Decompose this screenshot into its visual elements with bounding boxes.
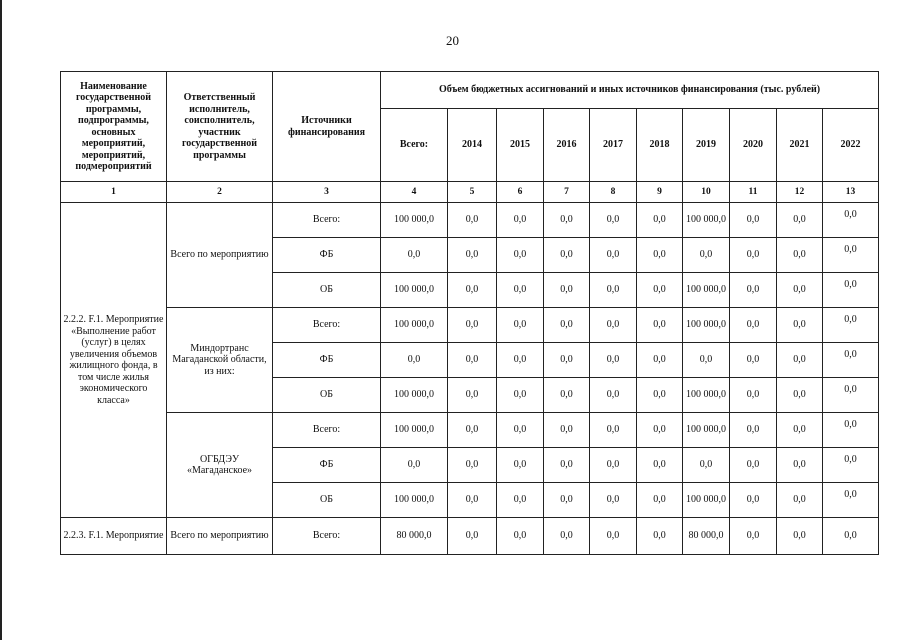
value-2018: 0,0 — [637, 448, 683, 483]
funding-source: Всего: — [273, 203, 381, 238]
value-2018: 0,0 — [637, 308, 683, 343]
header-year: 2018 — [637, 109, 683, 182]
header-year: 2020 — [730, 109, 777, 182]
funding-source: Всего: — [273, 518, 381, 555]
table-body — [61, 203, 879, 555]
value-total: 100 000,0 — [381, 378, 448, 413]
value-2018: 0,0 — [637, 483, 683, 518]
value-2021: 0,0 — [777, 343, 823, 378]
value-2022 — [823, 203, 879, 238]
value-2017: 0,0 — [590, 448, 637, 483]
table-row — [61, 413, 879, 448]
value-2021: 0,0 — [777, 308, 823, 343]
value-2015: 0,0 — [497, 378, 544, 413]
value-2022 — [823, 343, 879, 378]
value-total: 80 000,0 — [381, 518, 448, 555]
value-2014: 0,0 — [448, 343, 497, 378]
column-number: 11 — [730, 182, 777, 203]
header-year: 2015 — [497, 109, 544, 182]
budget-table — [60, 71, 879, 555]
table-row — [61, 308, 879, 343]
header-sources: Источники финансирования — [273, 72, 381, 182]
value-2014: 0,0 — [448, 448, 497, 483]
column-number: 9 — [637, 182, 683, 203]
value-2020: 0,0 — [730, 483, 777, 518]
funding-source: Всего: — [273, 413, 381, 448]
table-row — [61, 518, 879, 555]
value-2014: 0,0 — [448, 413, 497, 448]
value-2014: 0,0 — [448, 203, 497, 238]
header-total: Всего: — [381, 109, 448, 182]
value-2014: 0,0 — [448, 308, 497, 343]
value-2015: 0,0 — [497, 343, 544, 378]
value-2016: 0,0 — [544, 273, 590, 308]
page-number: 20 — [446, 33, 459, 48]
value-2019: 100 000,0 — [683, 308, 730, 343]
value-2017: 0,0 — [590, 413, 637, 448]
value-2019: 100 000,0 — [683, 378, 730, 413]
value-2022 — [823, 238, 879, 273]
value-2020: 0,0 — [730, 448, 777, 483]
value-2018: 0,0 — [637, 238, 683, 273]
value-2019: 100 000,0 — [683, 483, 730, 518]
value-2019: 0,0 — [683, 343, 730, 378]
value-total: 100 000,0 — [381, 203, 448, 238]
value-2021: 0,0 — [777, 448, 823, 483]
responsible-executor: Всего по мероприятию — [167, 518, 273, 555]
value-2016: 0,0 — [544, 308, 590, 343]
value-2020: 0,0 — [730, 238, 777, 273]
column-number: 12 — [777, 182, 823, 203]
value-2022-text: 0,0 — [844, 349, 857, 361]
value-2015: 0,0 — [497, 518, 544, 555]
value-2021: 0,0 — [777, 238, 823, 273]
responsible-executor: ОГБДЭУ «Магаданское» — [167, 413, 273, 518]
value-2016: 0,0 — [544, 238, 590, 273]
column-number: 4 — [381, 182, 448, 203]
value-2015: 0,0 — [497, 483, 544, 518]
value-2016: 0,0 — [544, 518, 590, 555]
value-2022 — [823, 413, 879, 448]
value-2022 — [823, 273, 879, 308]
value-2022 — [823, 448, 879, 483]
header-year: 2014 — [448, 109, 497, 182]
value-2021: 0,0 — [777, 203, 823, 238]
value-2022 — [823, 378, 879, 413]
value-2022-text: 0,0 — [844, 314, 857, 326]
value-2019: 0,0 — [683, 448, 730, 483]
header-year: 2016 — [544, 109, 590, 182]
value-2022-text: 0,0 — [844, 489, 857, 501]
column-number: 2 — [167, 182, 273, 203]
value-2022 — [823, 308, 879, 343]
value-2022 — [823, 483, 879, 518]
column-number: 10 — [683, 182, 730, 203]
value-2018: 0,0 — [637, 413, 683, 448]
value-2019: 80 000,0 — [683, 518, 730, 555]
value-2020: 0,0 — [730, 203, 777, 238]
funding-source: Всего: — [273, 308, 381, 343]
value-2020: 0,0 — [730, 413, 777, 448]
value-2020: 0,0 — [730, 308, 777, 343]
value-2015: 0,0 — [497, 413, 544, 448]
value-2022: 0,0 — [823, 518, 879, 555]
value-2017: 0,0 — [590, 343, 637, 378]
value-2022-text: 0,0 — [844, 384, 857, 396]
header-year: 2017 — [590, 109, 637, 182]
value-2015: 0,0 — [497, 308, 544, 343]
column-number: 5 — [448, 182, 497, 203]
value-2018: 0,0 — [637, 343, 683, 378]
value-2016: 0,0 — [544, 378, 590, 413]
header-volume: Объем бюджетных ассигнований и иных источников финансирования (тыс. рублей) — [381, 72, 879, 109]
value-2015: 0,0 — [497, 238, 544, 273]
table-row — [61, 203, 879, 238]
value-2017: 0,0 — [590, 273, 637, 308]
column-number: 6 — [497, 182, 544, 203]
funding-source: ОБ — [273, 273, 381, 308]
value-2014: 0,0 — [448, 273, 497, 308]
value-2018: 0,0 — [637, 203, 683, 238]
value-2016: 0,0 — [544, 343, 590, 378]
value-2015: 0,0 — [497, 448, 544, 483]
value-2020: 0,0 — [730, 378, 777, 413]
value-2017: 0,0 — [590, 483, 637, 518]
value-2019: 100 000,0 — [683, 273, 730, 308]
page-left-border — [0, 0, 2, 640]
value-2014: 0,0 — [448, 518, 497, 555]
value-total: 0,0 — [381, 448, 448, 483]
value-2019: 0,0 — [683, 238, 730, 273]
value-2022-text: 0,0 — [844, 279, 857, 291]
value-2018: 0,0 — [637, 518, 683, 555]
value-2017: 0,0 — [590, 518, 637, 555]
value-total: 100 000,0 — [381, 273, 448, 308]
value-2016: 0,0 — [544, 413, 590, 448]
funding-source: ФБ — [273, 238, 381, 273]
value-2018: 0,0 — [637, 273, 683, 308]
header-name: Наименование государственной программы, подпрограммы, основных мероприятий, мероприятий, подмероприятий — [61, 72, 167, 182]
value-total: 100 000,0 — [381, 308, 448, 343]
value-2014: 0,0 — [448, 238, 497, 273]
value-2022-text: 0,0 — [844, 454, 857, 466]
value-total: 0,0 — [381, 238, 448, 273]
funding-source: ОБ — [273, 378, 381, 413]
value-2015: 0,0 — [497, 273, 544, 308]
column-number: 13 — [823, 182, 879, 203]
header-responsible: Ответственный исполнитель, соисполнитель, участник государственной программы — [167, 72, 273, 182]
column-number: 3 — [273, 182, 381, 203]
funding-source: ОБ — [273, 483, 381, 518]
value-2021: 0,0 — [777, 483, 823, 518]
value-2019: 100 000,0 — [683, 413, 730, 448]
header-year: 2022 — [823, 109, 879, 182]
header-year: 2021 — [777, 109, 823, 182]
value-2014: 0,0 — [448, 378, 497, 413]
value-2021: 0,0 — [777, 413, 823, 448]
value-2020: 0,0 — [730, 343, 777, 378]
value-2019: 100 000,0 — [683, 203, 730, 238]
column-number: 8 — [590, 182, 637, 203]
funding-source: ФБ — [273, 343, 381, 378]
value-2017: 0,0 — [590, 238, 637, 273]
value-2017: 0,0 — [590, 378, 637, 413]
value-2021: 0,0 — [777, 378, 823, 413]
value-2016: 0,0 — [544, 203, 590, 238]
value-2016: 0,0 — [544, 483, 590, 518]
responsible-executor: Всего по мероприятию — [167, 203, 273, 308]
responsible-executor: Миндортранс Магаданской области, из них: — [167, 308, 273, 413]
value-2021: 0,0 — [777, 273, 823, 308]
column-number: 1 — [61, 182, 167, 203]
value-2017: 0,0 — [590, 203, 637, 238]
funding-source: ФБ — [273, 448, 381, 483]
header-year: 2019 — [683, 109, 730, 182]
value-2018: 0,0 — [637, 378, 683, 413]
value-2014: 0,0 — [448, 483, 497, 518]
value-2020: 0,0 — [730, 273, 777, 308]
activity-name: 2.2.2. F.1. Мероприятие «Выполнение работ (услуг) в целях увеличения объемов жилищного фонда, в том числе жилья экономического класса» — [61, 203, 167, 518]
value-total: 0,0 — [381, 343, 448, 378]
value-2022-text: 0,0 — [844, 209, 857, 221]
value-2017: 0,0 — [590, 308, 637, 343]
value-2020: 0,0 — [730, 518, 777, 555]
value-2021: 0,0 — [777, 518, 823, 555]
value-total: 100 000,0 — [381, 413, 448, 448]
activity-name: 2.2.3. F.1. Мероприятие — [61, 518, 167, 555]
value-2022-text: 0,0 — [844, 419, 857, 431]
value-total: 100 000,0 — [381, 483, 448, 518]
value-2022-text: 0,0 — [844, 244, 857, 256]
value-2015: 0,0 — [497, 203, 544, 238]
column-number: 7 — [544, 182, 590, 203]
value-2016: 0,0 — [544, 448, 590, 483]
